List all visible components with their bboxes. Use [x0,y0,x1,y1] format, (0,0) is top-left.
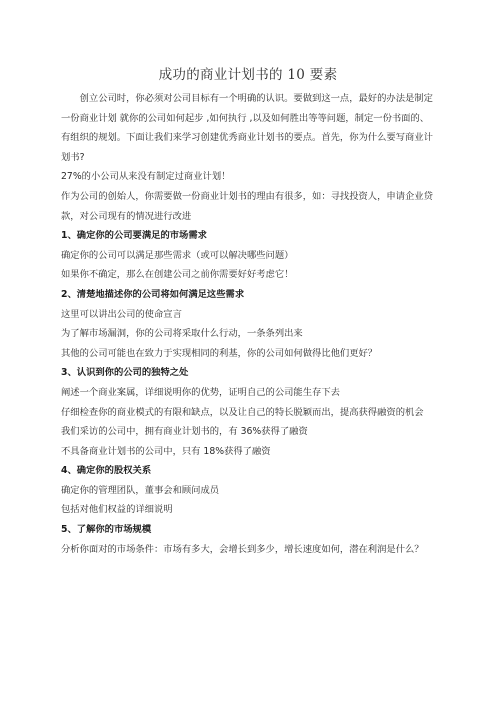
body-paragraph: 分析你面对的市场条件：市场有多大，会增长到多少，增长速度如何，潜在利润是什么？ [61,543,424,555]
body-paragraph: 其他的公司可能也在致力于实现相同的利基，你的公司如何做得比他们更好？ [61,347,378,359]
section-heading: 5、了解你的市场规模 [61,524,152,536]
body-paragraph: 这里可以讲出公司的使命宣言 [61,308,182,320]
body-paragraph: 确定你的管理团队，董事会和顾问成员 [61,484,220,496]
section-heading: 2、清楚地描述你的公司将如何满足这些需求 [61,288,245,300]
body-paragraph: 27%的小公司从来没有制定过商业计划！ [61,171,231,183]
section-heading: 1、确定你的公司要满足的市场需求 [61,230,207,242]
body-paragraph: 作为公司的创始人，你需要做一份商业计划书的理由有很多，如：寻找投资人，申请企业贷款，对公司现有的情况进行改进 [61,190,433,222]
section-heading: 4、确定你的股权关系 [61,465,152,477]
document-title: 成功的商业计划书的 10 要素 [158,67,338,83]
body-paragraph: 阐述一个商业案属，详细说明你的优势，证明自己的公司能生存下去 [61,386,340,398]
body-paragraph: 创立公司时，你必须对公司目标有一个明确的认识。要做到这一点，最好的办法是制定一份商业计划 就你的公司如何起步 ,如何执行 ,以及如何胜出等等问题，制定一份书面的、有组织的规划。下面让我们来学习创建优秀商业计划书的要点。首先，你为什么要写商业计划书? [61,93,433,163]
section-heading: 3、认识到你的公司的独特之处 [61,367,189,379]
body-paragraph: 不具备商业计划书的公司中，只有 18%获得了融资 [61,445,271,457]
document-body [61,89,437,559]
body-paragraph: 包括对他们权益的详细说明 [61,504,173,516]
body-paragraph: 如果你不确定，那么在创建公司之前你需要好好考虑它！ [61,269,294,281]
body-paragraph: 为了解市场漏洞，你的公司将采取什么行动，一条条列出来 [61,328,303,340]
body-paragraph: 仔细检查你的商业模式的有限和缺点，以及让自己的特长脱颖而出，提高获得融资的机会 [61,406,424,418]
body-paragraph: 我们采访的公司中，拥有商业计划书的，有 36%获得了融资 [61,426,308,438]
body-paragraph: 确定你的公司可以满足那些需求（或可以解决哪些问题） [61,249,294,261]
